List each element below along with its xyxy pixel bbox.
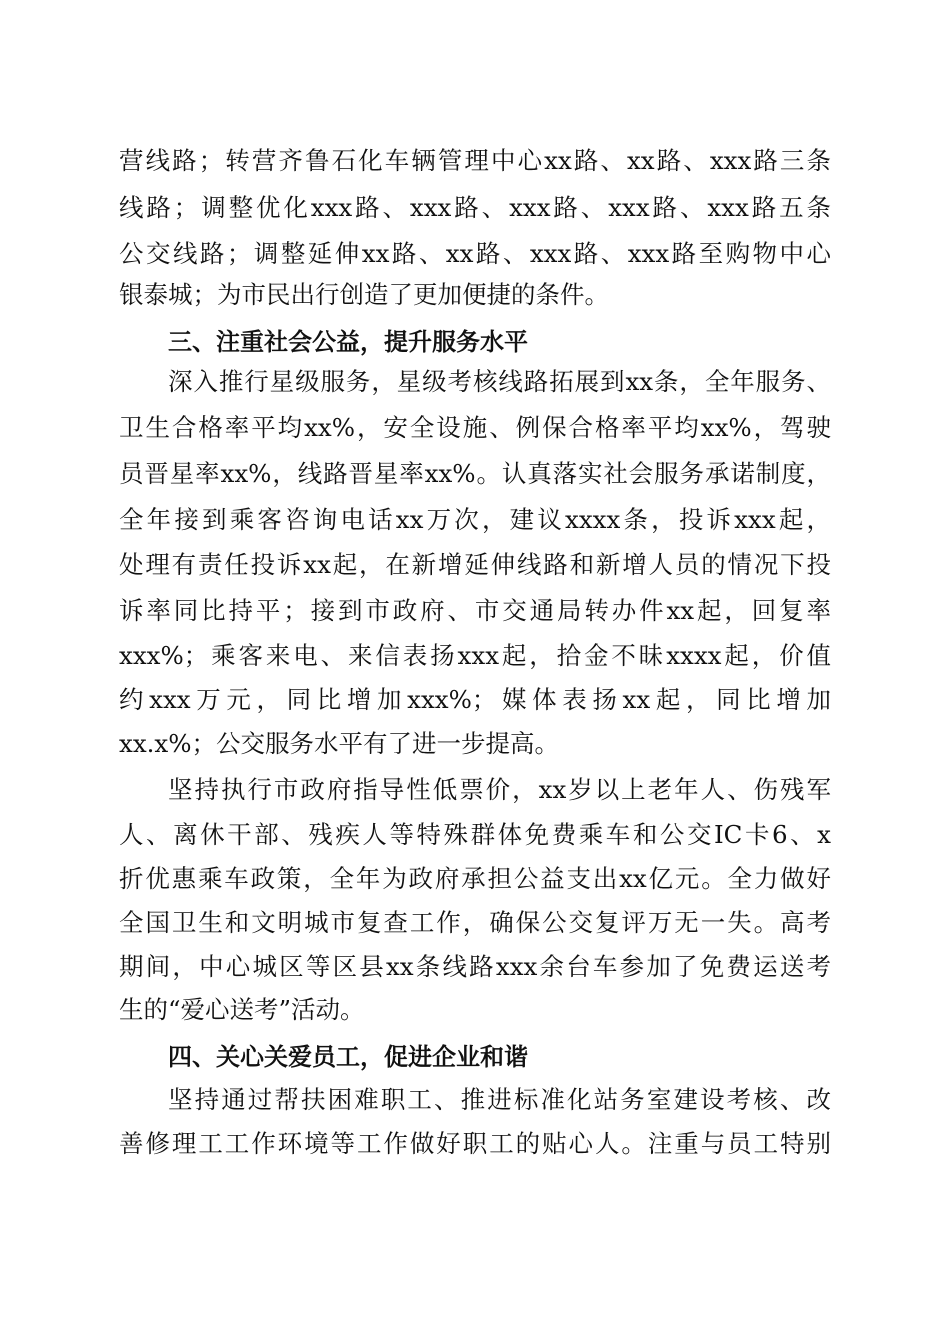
- paragraph-1-line-2: 线路；调整优化xxx路、xxx路、xxx路、xxx路、xxx路五条: [119, 193, 831, 222]
- section-heading-4: 四、关心关爱员工，促进企业和谐: [168, 1043, 528, 1071]
- paragraph-2-line-2: 卫生合格率平均xx%，安全设施、例保合格率平均xx%，驾驶: [119, 413, 831, 442]
- paragraph-3-line-6: 生的“爱心送考”活动。: [119, 995, 365, 1024]
- paragraph-1-line-4: 银泰城；为市民出行创造了更加便捷的条件。: [119, 280, 609, 309]
- paragraph-2-line-4: 全年接到乘客咨询电话xx万次，建议xxxx条，投诉xxx起，: [119, 505, 831, 534]
- paragraph-2-line-1: 深入推行星级服务，星级考核线路拓展到xx条，全年服务、: [168, 367, 831, 396]
- paragraph-4-line-2: 善修理工工作环境等工作做好职工的贴心人。注重与员工特别: [119, 1129, 831, 1158]
- paragraph-1-line-1: 营线路；转营齐鲁石化车辆管理中心xx路、xx路、xxx路三条: [119, 146, 831, 175]
- paragraph-2-line-6: 诉率同比持平；接到市政府、市交通局转办件xx起，回复率: [119, 596, 831, 625]
- paragraph-3-line-4: 全国卫生和文明城市复查工作，确保公交复评万无一失。高考: [119, 908, 831, 937]
- paragraph-4-line-1: 坚持通过帮扶困难职工、推进标准化站务室建设考核、改: [168, 1085, 831, 1114]
- paragraph-2-line-8: 约xxx万元，同比增加xxx%；媒体表扬xx起，同比增加: [119, 685, 831, 714]
- paragraph-2-line-5: 处理有责任投诉xx起，在新增延伸线路和新增人员的情况下投: [119, 550, 831, 579]
- paragraph-1-line-3: 公交线路；调整延伸xx路、xx路、xxx路、xxx路至购物中心: [119, 239, 831, 268]
- paragraph-3-line-3: 折优惠乘车政策，全年为政府承担公益支出xx亿元。全力做好: [119, 864, 831, 893]
- paragraph-3-line-2: 人、离休干部、残疾人等特殊群体免费乘车和公交IC卡6、x: [119, 820, 831, 849]
- paragraph-2-line-7: xxx%；乘客来电、来信表扬xxx起，拾金不昧xxxx起，价值: [119, 641, 831, 670]
- paragraph-3-line-1: 坚持执行市政府指导性低票价，xx岁以上老年人、伤残军: [168, 775, 831, 804]
- paragraph-2-line-9: xx.x%；公交服务水平有了进一步提高。: [119, 729, 560, 758]
- section-heading-3: 三、注重社会公益，提升服务水平: [168, 328, 528, 356]
- paragraph-2-line-3: 员晋星率xx%，线路晋星率xx%。认真落实社会服务承诺制度，: [119, 459, 831, 488]
- paragraph-3-line-5: 期间，中心城区等区县xx条线路xxx余台车参加了免费运送考: [119, 952, 831, 981]
